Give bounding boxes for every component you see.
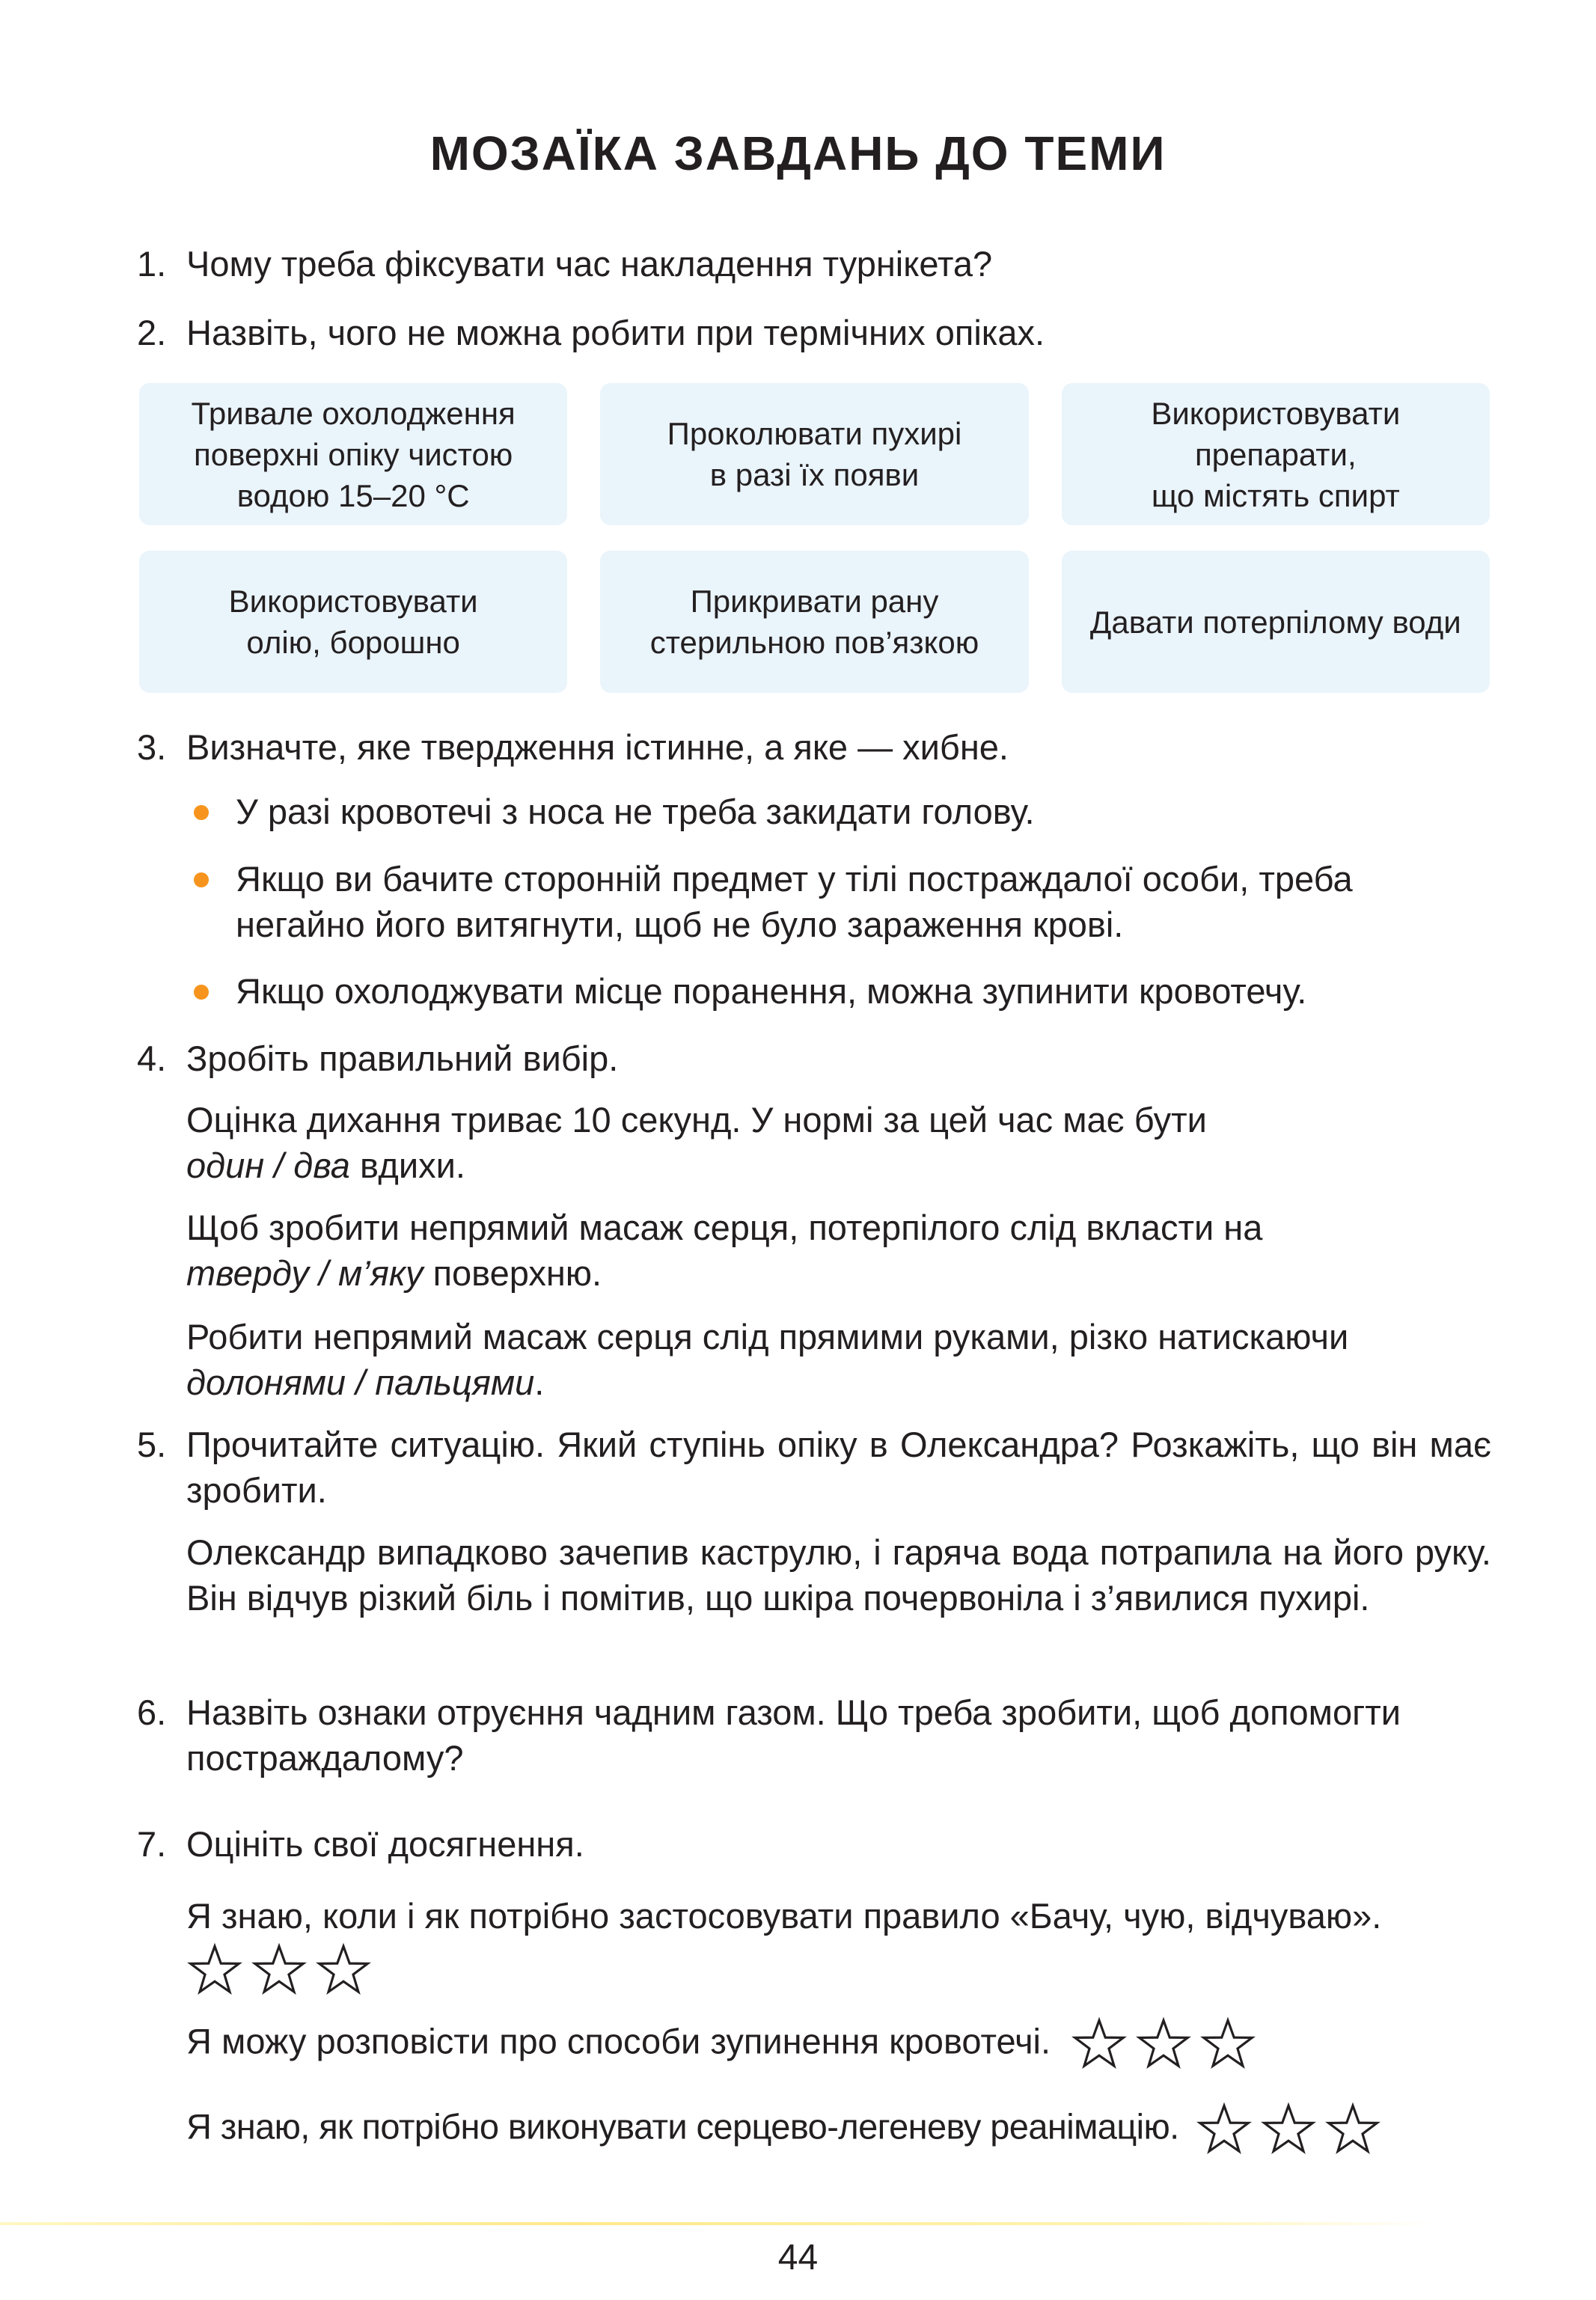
bullet-icon [194, 805, 209, 820]
choice-options: долонями / пальцями [186, 1362, 535, 1402]
star-outline-icon[interactable] [1260, 2101, 1317, 2158]
page-number: 44 [777, 2238, 819, 2278]
task-number: 1. [137, 244, 167, 284]
self-assessment-text: Я можу розповісти про способи зупинення кровотечі. [186, 2021, 1051, 2061]
paragraph-text: . [534, 1362, 545, 1402]
statement-text: Якщо охолоджувати місце поранення, можна зупинити кровотечу. [236, 971, 1307, 1011]
star-rating[interactable] [186, 1942, 379, 1998]
card-line: що містять спирт [1151, 477, 1400, 513]
card-line: Прикривати рану [690, 584, 939, 619]
task-4 [137, 1036, 1491, 1081]
card-line: Використовувати [1151, 395, 1401, 431]
answer-card [139, 551, 567, 693]
answer-card [1062, 383, 1490, 525]
statement-text: У разі кровотечі з носа не треба закидати голову. [236, 792, 1035, 831]
statement-item [186, 968, 1491, 1014]
self-assessment-item [186, 2101, 1491, 2158]
task-2 [137, 310, 1491, 355]
star-outline-icon[interactable] [186, 1942, 243, 1998]
paragraph-text: Щоб зробити непрямий масаж серця, потерпілого слід вкласти на [186, 1208, 1263, 1247]
answer-card [600, 383, 1028, 525]
answer-card [600, 551, 1028, 693]
star-outline-icon[interactable] [1199, 2016, 1256, 2073]
choice-paragraph [186, 1097, 1491, 1188]
choice-options: один / два [186, 1146, 350, 1185]
self-assessment-item [186, 1893, 1491, 1998]
task-text: Чому треба фіксувати час накладення турнікета? [186, 244, 993, 284]
self-assessment-text: Я знаю, як потрібно виконувати серцево-легеневу реанімацію. [186, 2106, 1179, 2147]
star-rating[interactable] [1196, 2101, 1389, 2158]
task-text: Зробіть правильний вибір. [186, 1039, 619, 1078]
paragraph-text: Робити непрямий масаж серця слід прямими руками, різко натискаючи [186, 1317, 1349, 1357]
statement-item [186, 856, 1491, 947]
task-text: Назвіть ознаки отруєння чадним газом. Що треба зробити, щоб допомогти постраждалому? [186, 1692, 1401, 1778]
star-outline-icon[interactable] [1071, 2016, 1128, 2073]
card-line: Давати потерпілому води [1089, 604, 1461, 640]
star-outline-icon[interactable] [1135, 2016, 1192, 2073]
card-line: Проколювати пухирі [667, 416, 962, 451]
card-line: водою 15–20 °С [236, 477, 470, 513]
answer-card [1062, 551, 1490, 693]
task-1 [137, 241, 1491, 287]
paragraph-text: вдихи. [349, 1146, 465, 1185]
star-outline-icon[interactable] [1196, 2101, 1253, 2158]
self-assessment-text: Я знаю, коли і як потрібно застосовувати правило «Бачу, чую, відчуваю». [186, 1896, 1382, 1936]
task-text: Назвіть, чого не можна робити при термічних опіках. [186, 313, 1045, 352]
card-line: препарати, [1194, 436, 1357, 472]
choice-options: тверду / м’яку [186, 1253, 424, 1293]
task-text: Оцініть свої досягнення. [186, 1824, 584, 1864]
page-title: МОЗАЇКА ЗАВДАНЬ ДО ТЕМИ [429, 126, 1167, 180]
star-outline-icon[interactable] [315, 1942, 372, 1998]
task-number: 3. [137, 727, 167, 767]
card-line: олію, борошно [246, 625, 460, 660]
star-outline-icon[interactable] [251, 1942, 308, 1998]
answer-cards-grid [139, 383, 1490, 693]
answer-card [139, 383, 567, 525]
task-number: 4. [137, 1039, 167, 1078]
footer-divider [0, 2222, 1437, 2225]
task-number: 2. [137, 313, 167, 352]
task-text: Визначте, яке твердження істинне, а яке — хибне. [186, 727, 1009, 767]
card-line: Використовувати [228, 584, 478, 619]
task-text: Прочитайте ситуацію. Який ступінь опіку в Олександра? Розкажіть, що він має зробити. [186, 1425, 1491, 1510]
task-6 [137, 1689, 1491, 1781]
task-7 [137, 1821, 1491, 1867]
situation-text: Олександр випадково зачепив каструлю, і гаряча вода потрапила на його руку. Він відчув різкий біль і помітив, що шкіра почервоніла і з’явилися пухирі. [186, 1532, 1491, 1618]
statement-item [186, 789, 1491, 834]
task-number: 7. [137, 1824, 167, 1864]
paragraph-text: Оцінка дихання триває 10 секунд. У нормі за цей час має бути [186, 1100, 1207, 1140]
choice-paragraph [186, 1205, 1491, 1296]
star-outline-icon[interactable] [1324, 2101, 1381, 2158]
task-number: 5. [137, 1425, 167, 1464]
star-rating[interactable] [1071, 2016, 1264, 2073]
card-line: поверхні опіку чистою [194, 436, 513, 472]
paragraph-text: поверхню. [423, 1253, 602, 1293]
task-number: 6. [137, 1692, 167, 1732]
card-line: стерильною пов’язкою [649, 625, 979, 660]
statement-text: Якщо ви бачите сторонній предмет у тілі постраждалої особи, треба негайно його витягнути, щоб не було зараження крові. [236, 859, 1353, 944]
card-line: в разі їх появи [709, 457, 920, 492]
task-3 [137, 724, 1491, 770]
card-line: Тривале охолодження [191, 395, 516, 431]
self-assessment-item [186, 2016, 1491, 2073]
bullet-icon [194, 872, 209, 887]
choice-paragraph [186, 1314, 1491, 1405]
task-5 [137, 1422, 1491, 1513]
bullet-icon [194, 985, 209, 1000]
